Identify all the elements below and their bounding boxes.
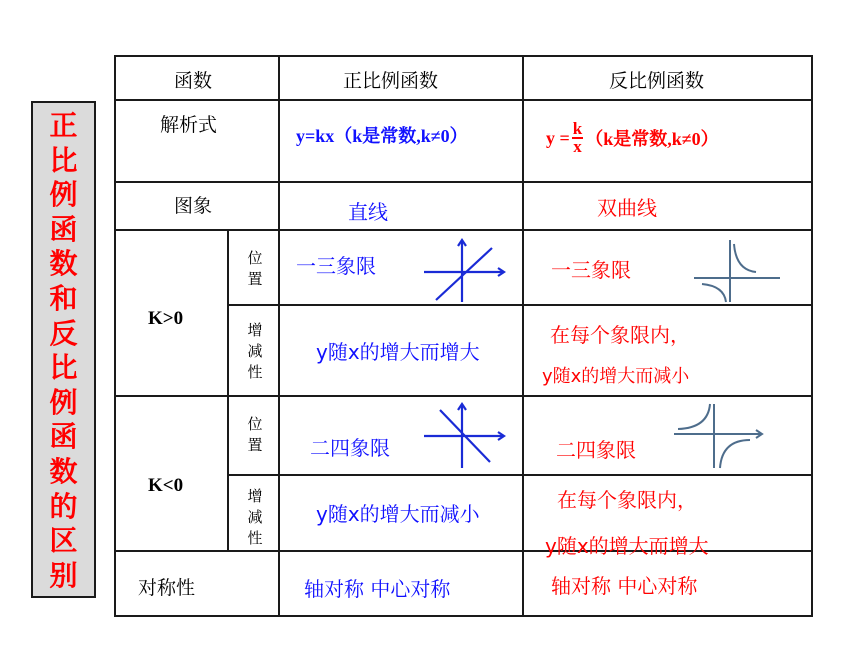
inverse-formula-lhs: y =	[546, 127, 570, 148]
k-negative-inverse-position: 二四象限	[556, 438, 636, 462]
graph-label: 图象	[174, 195, 213, 217]
side-title-char: 函	[49, 420, 78, 454]
direct-graph-shape: 直线	[348, 200, 388, 224]
side-title-char: 数	[49, 247, 78, 281]
label-char: 增	[247, 321, 263, 339]
label-char: 减	[247, 342, 263, 360]
label-char: 性	[247, 529, 263, 547]
side-title-char: 例	[49, 178, 78, 212]
k-positive-monotonic-label	[245, 320, 265, 383]
side-title-char: 函	[49, 212, 78, 246]
side-title-char: 和	[49, 281, 78, 315]
inverse-formula-numerator: k	[572, 119, 583, 138]
side-title-char: 数	[49, 454, 78, 488]
inverse-formula-denominator: x	[573, 137, 582, 156]
label-char: 增	[247, 487, 263, 505]
k-negative-position-label	[245, 414, 265, 456]
label-char: 性	[247, 363, 263, 381]
formula-label: 解析式	[160, 114, 218, 136]
symmetry-label: 对称性	[138, 577, 196, 599]
k-positive-direct-position: 一三象限	[296, 254, 376, 278]
header-function: 函数	[174, 70, 213, 92]
k-negative-direct-monotonic: y随x的增大而减小	[316, 502, 480, 526]
k-negative-monotonic-label	[245, 486, 265, 549]
k-positive-direct-monotonic: y随x的增大而增大	[316, 340, 480, 364]
k-positive-inverse-monotonic-line2: y随x的增大而减小	[542, 366, 690, 387]
line-through-quadrants-1-3-icon	[420, 236, 520, 304]
inverse-symmetry: 轴对称 中心对称	[551, 574, 698, 598]
k-positive-inverse-monotonic-line1: 在每个象限内，	[550, 323, 690, 347]
k-positive-label: K>0	[148, 308, 184, 329]
header-direct-proportion: 正比例函数	[343, 70, 439, 92]
label-char: 位	[247, 249, 263, 267]
k-positive-position-label	[245, 248, 265, 290]
label-char: 位	[247, 415, 263, 433]
hyperbola-quadrants-1-3-icon	[690, 236, 786, 306]
direct-symmetry: 轴对称 中心对称	[304, 577, 451, 601]
side-title-char: 比	[49, 143, 78, 177]
inverse-formula-fraction	[572, 121, 583, 155]
k-positive-inverse-position: 一三象限	[551, 258, 631, 282]
inverse-graph-shape: 双曲线	[597, 196, 657, 220]
side-title-char: 别	[49, 558, 78, 592]
side-title-char: 正	[49, 109, 78, 142]
direct-formula: y=kx（k是常数,k≠0）	[296, 126, 468, 146]
side-title-char: 反	[49, 316, 78, 350]
k-negative-direct-position: 二四象限	[310, 436, 390, 460]
inverse-formula-condition: （k是常数,k≠0）	[585, 129, 719, 149]
k-negative-label: K<0	[148, 475, 184, 496]
line-through-quadrants-2-4-icon	[420, 400, 520, 470]
k-negative-inverse-monotonic-line2: y随x的增大而增大	[545, 534, 709, 558]
label-char: 置	[247, 270, 263, 288]
k-negative-inverse-monotonic-line1: 在每个象限内，	[557, 488, 697, 512]
hyperbola-quadrants-2-4-icon	[670, 398, 780, 470]
label-char: 减	[247, 508, 263, 526]
side-title-char: 例	[49, 385, 78, 419]
side-title-char: 区	[49, 524, 78, 558]
header-inverse-proportion: 反比例函数	[609, 70, 705, 92]
inverse-formula	[546, 121, 719, 155]
side-title-char: 比	[49, 351, 78, 385]
side-title-char: 的	[49, 489, 78, 523]
label-char: 置	[247, 436, 263, 454]
